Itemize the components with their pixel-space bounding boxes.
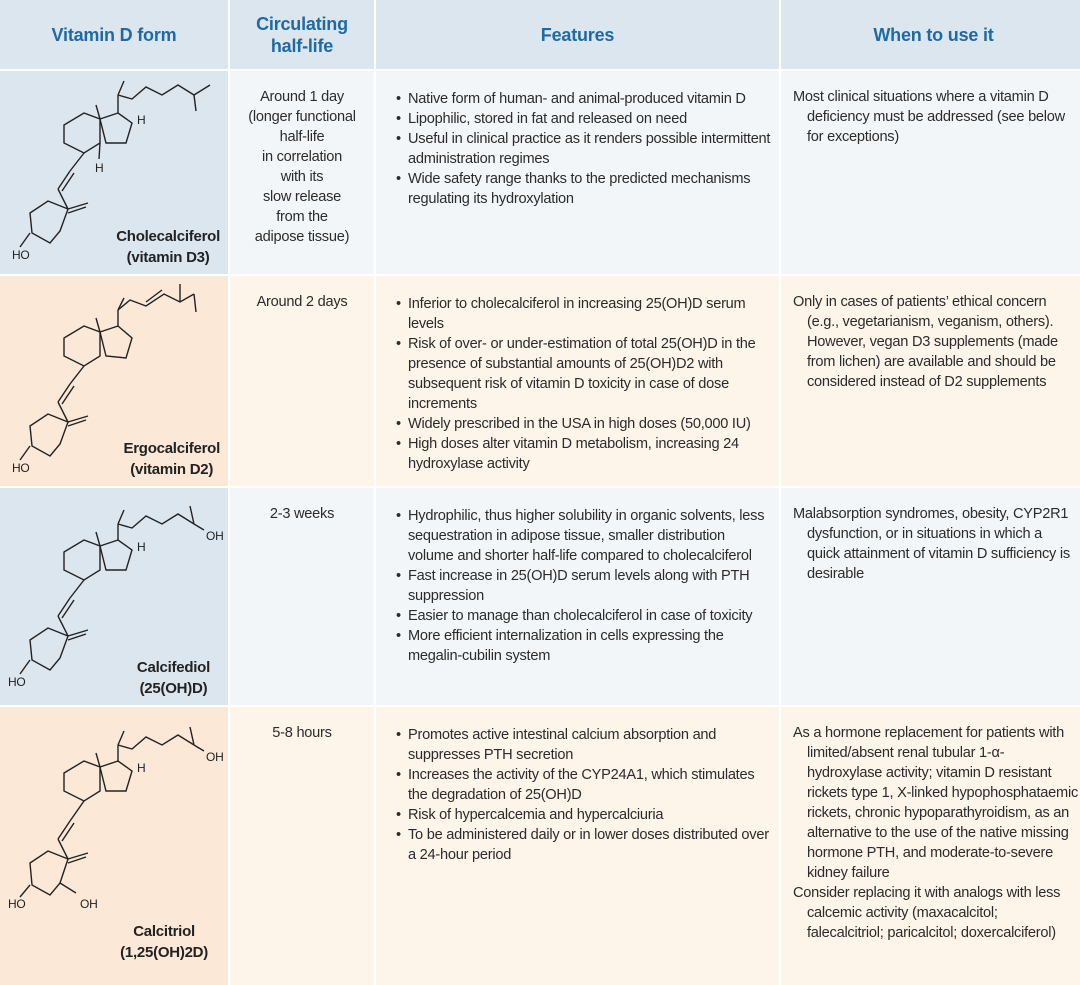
row-3-when bbox=[781, 488, 1080, 705]
feature-item: • Lipophilic, stored in fat and released on need bbox=[386, 109, 773, 129]
form-name-line1: Ergocalciferol bbox=[123, 440, 220, 457]
ho-label: HO bbox=[12, 461, 30, 475]
h-label: H bbox=[137, 540, 146, 554]
when-text: Consider replacing it with analogs with less calcemic activity (maxacalcitol; falecalcitriol; paricalcitol; doxercalciferol) bbox=[793, 885, 1061, 941]
when-text: Most clinical situations where a vitamin D deficiency must be addressed (see below for exceptions) bbox=[793, 89, 1065, 145]
feature-item: • Easier to manage than cholecalciferol in case of toxicity bbox=[386, 606, 773, 626]
oh-label: OH bbox=[206, 750, 224, 764]
feature-item: • To be administered daily or in lower doses distributed over a 24-hour period bbox=[386, 825, 773, 865]
feature-item: • Promotes active intestinal calcium absorption and suppresses PTH secretion bbox=[386, 725, 773, 765]
form-name-ergocalciferol bbox=[123, 438, 220, 480]
half-life-line: 2-3 weeks bbox=[269, 506, 335, 522]
feature-item: • Risk of over- or under-estimation of total 25(OH)D in the presence of substantial amounts of 25(OH)D2 with subsequent risk of vitamin D toxicity in case of dose increments bbox=[386, 334, 773, 414]
row-2-form bbox=[0, 276, 228, 486]
row-2-features bbox=[376, 276, 779, 486]
half-life-line: half-life bbox=[279, 129, 325, 145]
oh-label: OH bbox=[206, 529, 224, 543]
row-4-half-life bbox=[230, 707, 374, 985]
half-life-line: in correlation bbox=[261, 149, 343, 165]
row-3-features bbox=[376, 488, 779, 705]
oh-label-2: OH bbox=[80, 897, 98, 911]
feature-item: • Increases the activity of the CYP24A1, which stimulates the degradation of 25(OH)D bbox=[386, 765, 773, 805]
half-life-line: from the bbox=[276, 209, 328, 225]
header-when: When to use it bbox=[781, 0, 1080, 69]
feature-item: • More efficient internalization in cells expressing the megalin-cubilin system bbox=[386, 626, 773, 666]
row-2-half-life bbox=[230, 276, 374, 486]
form-name-calcifediol bbox=[137, 657, 210, 699]
feature-item: • Useful in clinical practice as it renders possible intermittent administration regimes bbox=[386, 129, 773, 169]
form-name-line2: (1,25(OH)2D) bbox=[120, 944, 208, 961]
feature-item: • Fast increase in 25(OH)D serum levels along with PTH suppression bbox=[386, 566, 773, 606]
feature-item: • Widely prescribed in the USA in high doses (50,000 IU) bbox=[386, 414, 773, 434]
form-name-line1: Calcitriol bbox=[133, 923, 195, 940]
form-name-line2: (25(OH)D) bbox=[139, 680, 208, 697]
header-form: Vitamin D form bbox=[0, 0, 228, 69]
header-features: Features bbox=[376, 0, 779, 69]
form-name-line1: Calcifediol bbox=[136, 659, 210, 676]
half-life-line: with its bbox=[280, 169, 324, 185]
h-label-1: H bbox=[137, 113, 146, 127]
row-4-features bbox=[376, 707, 779, 985]
ho-label: HO bbox=[8, 675, 26, 689]
row-4-form bbox=[0, 707, 228, 985]
half-life-line: Around 1 day bbox=[260, 89, 344, 105]
feature-item: • Hydrophilic, thus higher solubility in organic solvents, less sequestration in adipose tissue, smaller distribution volume and shorter half-life compared to cholecalciferol bbox=[386, 506, 773, 566]
form-name-cholecalciferol bbox=[116, 226, 220, 268]
row-3-half-life bbox=[230, 488, 374, 705]
form-name-line1: Cholecalciferol bbox=[116, 228, 220, 245]
half-life-line: adipose tissue) bbox=[254, 229, 350, 245]
when-text: Malabsorption syndromes, obesity, CYP2R1 dysfunction, or in situations in which a quick attainment of vitamin D sufficiency is desirable bbox=[793, 506, 1070, 582]
when-text: Only in cases of patients’ ethical concern (e.g., vegetarianism, veganism, others). However, vegan D3 supplements (made from lichen) are available and should be considered instead of D2 supplements bbox=[793, 294, 1058, 390]
feature-item: • Inferior to cholecalciferol in increasing 25(OH)D serum levels bbox=[386, 294, 773, 334]
when-text: As a hormone replacement for patients with limited/absent renal tubular 1-α-hydroxylase activity; vitamin D resistant rickets type 1, X-linked hypophosphataemic rickets, chronic hypoparathyroidism, as an alternative to the use of the native missing hormone PTH, and moderate-to-severe kidney failure bbox=[793, 725, 1078, 881]
feature-item: • Native form of human- and animal-produced vitamin D bbox=[386, 89, 773, 109]
form-name-calcitriol bbox=[120, 921, 208, 963]
half-life-line: 5-8 hours bbox=[272, 725, 332, 741]
half-life-line: Around 2 days bbox=[256, 294, 348, 310]
form-name-line2: (vitamin D2) bbox=[130, 461, 214, 478]
half-life-line: (longer functional bbox=[248, 109, 356, 125]
row-1-when bbox=[781, 71, 1080, 274]
h-label: H bbox=[137, 761, 146, 775]
row-1-form bbox=[0, 71, 228, 274]
ho-label: HO bbox=[8, 897, 26, 911]
row-4-when bbox=[781, 707, 1080, 985]
row-1-features bbox=[376, 71, 779, 274]
row-3-form bbox=[0, 488, 228, 705]
row-1-half-life bbox=[230, 71, 374, 274]
form-name-line2: (vitamin D3) bbox=[126, 249, 210, 266]
feature-item: • Risk of hypercalcemia and hypercalciuria bbox=[386, 805, 773, 825]
feature-item: • Wide safety range thanks to the predicted mechanisms regulating its hydroxylation bbox=[386, 169, 773, 209]
feature-item: • High doses alter vitamin D metabolism, increasing 24 hydroxylase activity bbox=[386, 434, 773, 474]
header-half-life-text: Circulating half-life bbox=[256, 13, 348, 56]
ho-label: HO bbox=[12, 248, 30, 262]
row-2-when bbox=[781, 276, 1080, 486]
half-life-line: slow release bbox=[262, 189, 342, 205]
h-label-2: H bbox=[95, 161, 104, 175]
header-half-life bbox=[230, 0, 374, 69]
